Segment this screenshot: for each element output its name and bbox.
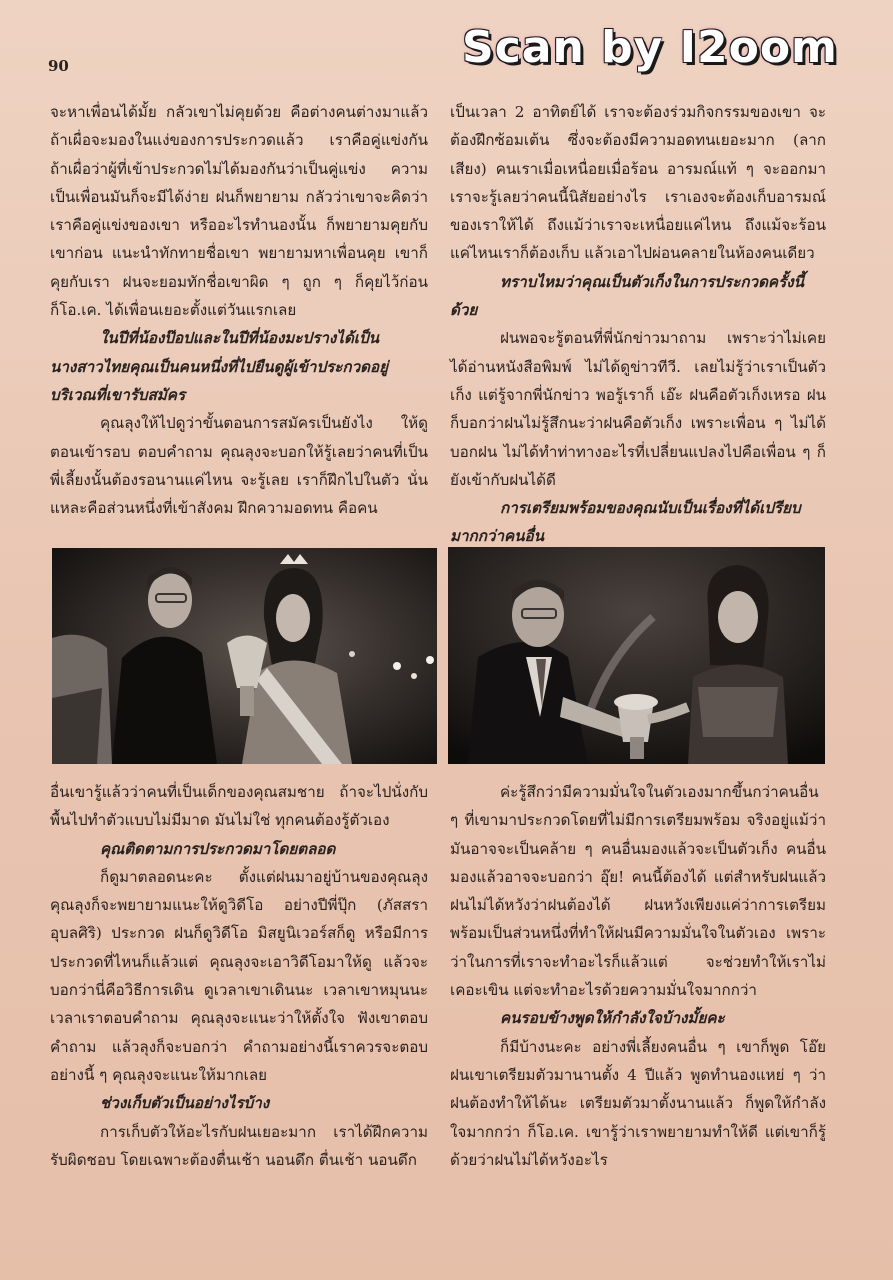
right-column-bottom [450, 778, 826, 1174]
paragraph: ค่ะรู้สึกว่ามีความมั่นใจในตัวเองมากขึ้นกว่าคนอื่น ๆ ที่เขามาประกวดโดยที่ไม่มีการเตรียมพร้อม จริงอยู่แม้ว่ามันอาจจะเป็นคล้าย ๆ คนอื่นมองแล้วจะเป็นตัวเก็ง คนอื่นมองแล้วอาจจะบอกว่า อุ๊ย! คนนี้ต้องได้ แต่สำหรับฝนแล้วฝนไม่ได้หวังว่าฝนต้องได้ ฝนหวังเพียงแค่ว่าการเตรียมพร้อมเป็นส่วนหนึ่งที่ทำให้ฝนมีความมั่นใจในตัวเอง เพราะว่าในการที่เราจะทำอะไรก็แล้วแต่ จะช่วยทำให้เราไม่เคอะเขิน แต่จะทำอะไรด้วยความมั่นใจมากกว่า [450, 783, 826, 1000]
photo-trophy-right [448, 547, 825, 764]
interview-question: ทราบไหมว่าคุณเป็นตัวเก็งในการประกวดครั้งนี้ด้วย [450, 272, 805, 320]
paragraph: อื่นเขารู้แล้วว่าคนที่เป็นเด็กของคุณสมชาย ถ้าจะไปนั่งกับพื้นไปทำตัวแบบไม่มีมาด มันไม่ใช่ ทุกคนต้องรู้ตัวเอง [50, 783, 428, 830]
scan-watermark: Scan by I2oom [462, 22, 838, 73]
paragraph: ก็มีบ้างนะคะ อย่างพี่เลี้ยงคนอื่น ๆ เขาก็พูด โอ๊ย ฝนเขาเตรียมตัวมานานตั้ง 4 ปีแล้ว พูดทำนองแหย่ ๆ ว่า ฝนต้องทำให้ได้นะ เตรียมตัวมาตั้งนานแล้ว ก็พูดให้กำลังใจมากกว่า ก็โอ.เค. เขารู้ว่าเราพยายามทำให้ดี แต่เขาก็รู้ด้วยว่าฝนไม่ได้หวังอะไร [450, 1037, 826, 1169]
paragraph: จะหาเพื่อนได้มั้ย กลัวเขาไม่คุยด้วย คือต่างคนต่างมาแล้วถ้าเผื่อจะมองในแง่ของการประกวดแล้ว เราคือคู่แข่งกัน ถ้าเผื่อว่าผู้ที่เข้าประกวดไม่ได้มองกันว่าเป็นคู่แข่ง ความเป็นเพื่อนมันก็จะมีได้ง่าย ฝนก็พยายาม กลัวว่าเขาจะคิดว่าเราคือคู่แข่งของเขา หรืออะไรทำนองนั้น ก็พยายามคุยกับเขาก่อน แนะนำทักทายชื่อเขา พยายามหาเพื่อนคุย เขาก็คุยกับเรา ฝนจะยอมทักชื่อเขาผิด ๆ ถูก ๆ ก็คุยไว้ก่อน ก็โอ.เค. ได้เพื่อนเยอะตั้งแต่วันแรกเลย [50, 103, 428, 320]
photo-crowning-left [52, 548, 437, 764]
interview-question: คนรอบข้างพูดให้กำลังใจบ้างมั้ยคะ [500, 1009, 725, 1028]
left-column-top [50, 98, 428, 522]
left-column-bottom [50, 778, 428, 1174]
right-column-top [450, 98, 826, 551]
paragraph: คุณลุงให้ไปดูว่าขั้นตอนการสมัครเป็นยังไง ให้ดูตอนเข้ารอบ ตอบคำถาม คุณลุงจะบอกให้รู้เลยว่าคนที่เป็นพี่เลี้ยงนั้นต้องรอนานแค่ไหน จะรู้เลย เราก็ฝึกไปในตัว นั่นแหละคือส่วนหนึ่งที่เข้าสังคม ฝึกความอดทน คือคน [50, 414, 428, 518]
interview-question: คุณติดตามการประกวดมาโดยตลอด [100, 839, 336, 858]
paragraph: ก็ดูมาตลอดนะคะ ตั้งแต่ฝนมาอยู่บ้านของคุณลุง คุณลุงก็จะพยายามแนะให้ดูวิดีโอ อย่างปีพี่ปุ๊ก (ภัสสรา อุบลศิริ) ประกวด ฝนก็ดูวิดีโอ มิสยูนิเวอร์สก็ดู หรือมีการประกวดที่ไหนก็แล้วแต่ คุณลุงจะเอาวิดีโอมาให้ดู แล้วจะบอกว่านี่คือวิธีการเดิน ดูเวลาเขาเดินนะ เวลาเขาหมุนนะ เวลาเราตอบคำถาม คุณลุงจะแนะว่าให้ตั้งใจ ฟังเขาตอบคำถาม แล้วลุงก็จะบอกว่า คำถามอย่างนี้เราควรจะตอบอย่างนี้ ๆ คุณลุงจะแนะให้มากเลย [50, 867, 428, 1084]
interview-question: การเตรียมพร้อมของคุณนับเป็นเรื่องที่ได้เปรียบมากกว่าคนอื่น [450, 499, 801, 546]
paragraph: การเก็บตัวให้อะไรกับฝนเยอะมาก เราได้ฝึกความรับผิดชอบ โดยเฉพาะต้องตื่นเช้า นอนดึก ตื่นเช้า นอนดึก [50, 1122, 428, 1169]
interview-question: ในปีที่น้องป๊อปและในปีที่น้องมะปรางได้เป็นนางสาวไทยคุณเป็นคนหนึ่งที่ไปยืนดูผู้เข้าประกวดอยู่บริเวณที่เขารับสมัคร [50, 329, 389, 404]
paragraph: ฝนพอจะรู้ตอนที่พี่นักข่าวมาถาม เพราะว่าไม่เคยได้อ่านหนังสือพิมพ์ ไม่ได้ดูข่าวทีวี. เลยไม่รู้ว่าเราเป็นตัวเก็ง แต่รู้จากพี่นักข่าว พอรู้เราก็ เอ๊ะ ฝนคือตัวเก็งเหรอ ฝนก็บอกว่าฝนไม่รู้สึกนะว่าฝนคือตัวเก็ง เพราะเพื่อน ๆ ไม่ได้บอกฝน ไม่ได้ทำท่าทางอะไรที่เปลี่ยนแปลงไปคือเพื่อน ๆ ก็ยังเข้ากับฝนได้ดี [450, 329, 826, 489]
page-number: 90 [48, 57, 69, 75]
paragraph: เป็นเวลา 2 อาทิตย์ได้ เราจะต้องร่วมกิจกรรมของเขา จะต้องฝึกซ้อมเต้น ซึ่งจะต้องมีความอดทนเยอะมาก (ลากเสียง) คนเราเมื่อเหนื่อยเมื่อร้อน อารมณ์แท้ ๆ จะออกมา เราจะรู้เลยว่าคนนี้นิสัยอย่างไร เราเองจะต้องเก็บอารมณ์ของเราให้ได้ ถึงแม้ว่าเราจะเหนื่อยแค่ไหน ถึงแม้จะร้อนแค่ไหนเราก็ต้องเก็บ แล้วเอาไปผ่อนคลายในห้องคนเดียว [450, 103, 826, 263]
interview-question: ช่วงเก็บตัวเป็นอย่างไรบ้าง [100, 1094, 270, 1113]
